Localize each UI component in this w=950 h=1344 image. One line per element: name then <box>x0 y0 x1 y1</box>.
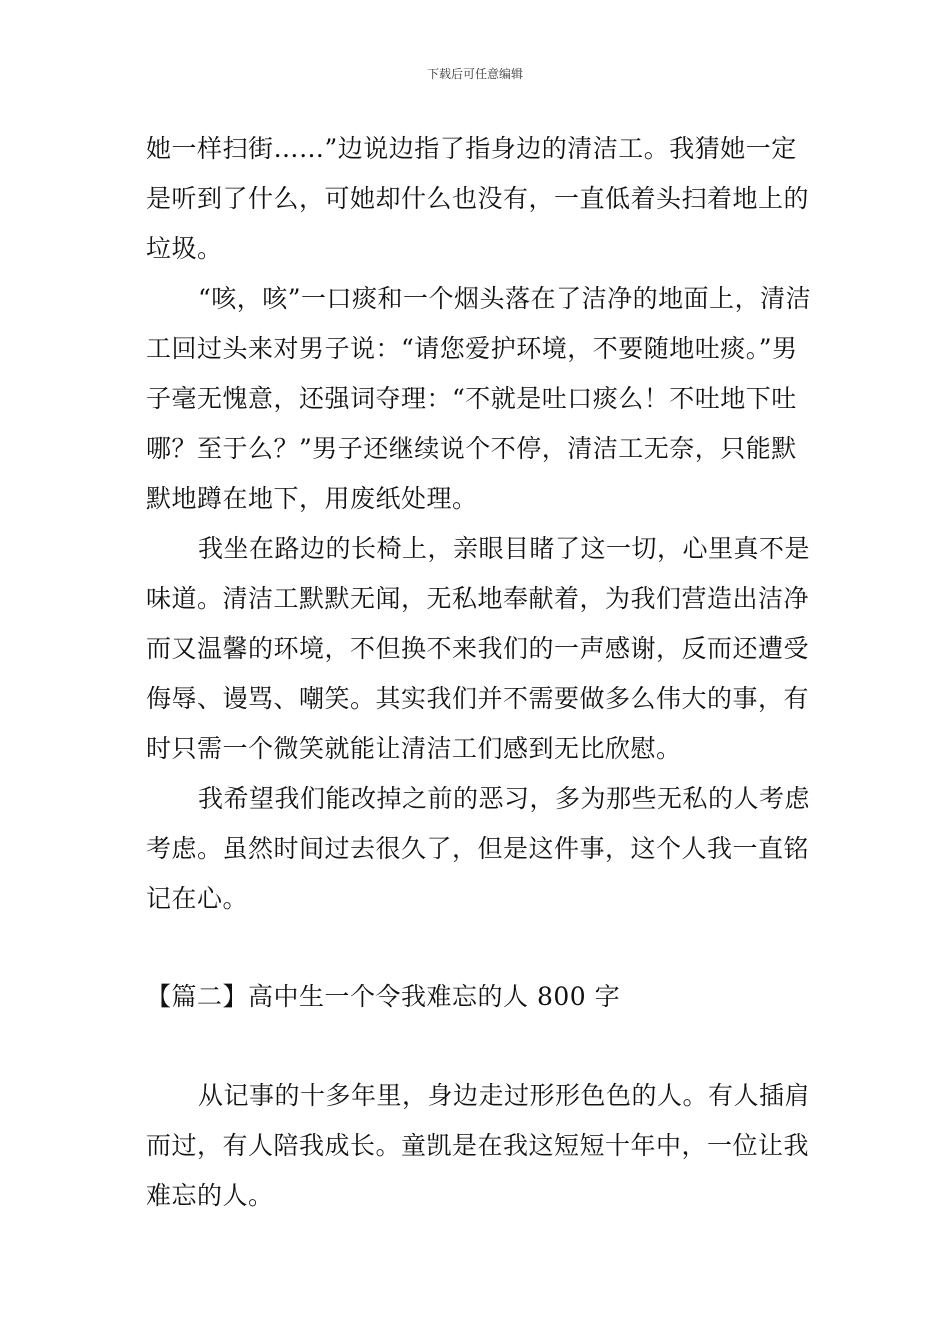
article-body-part2 <box>146 1071 812 1221</box>
section-title: 【篇二】高中生一个令我难忘的人 800 字 <box>146 982 621 1011</box>
paragraph: “咳，咳”一口痰和一个烟头落在了洁净的地面上，清洁工回过头来对男子说：“请您爱护环境，不要随地吐痰。”男子毫无愧意，还强词夺理：“不就是吐口痰么！不吐地下吐哪？至于么？”男子还继续说个不停，清洁工无奈，只能默默地蹲在地下，用废纸处理。 <box>146 284 812 513</box>
page-header: 下载后可任意编辑 <box>426 67 523 81</box>
paragraph: 我坐在路边的长椅上，亲眼目睹了这一切，心里真不是味道。清洁工默默无闻，无私地奉献着，为我们营造出洁净而又温馨的环境，不但换不来我们的一声感谢，反而还遭受侮辱、谩骂、嘲笑。其实我们并不需要做多么伟大的事，有时只需一个微笑就能让清洁工们感到无比欣慰。 <box>146 534 811 763</box>
paragraph: 从记事的十多年里，身边走过形形色色的人。有人插肩而过，有人陪我成长。童凯是在我这短短十年中，一位让我难忘的人。 <box>146 1081 811 1210</box>
section-two-title-block <box>146 972 812 1022</box>
article-body-part1 <box>146 124 812 924</box>
paragraph: 她一样扫街……”边说边指了指身边的清洁工。我猜她一定是听到了什么，可她却什么也没有，一直低着头扫着地上的垃圾。 <box>146 134 810 263</box>
paragraph: 我希望我们能改掉之前的恶习，多为那些无私的人考虑考虑。虽然时间过去很久了，但是这件事，这个人我一直铭记在心。 <box>146 784 811 913</box>
